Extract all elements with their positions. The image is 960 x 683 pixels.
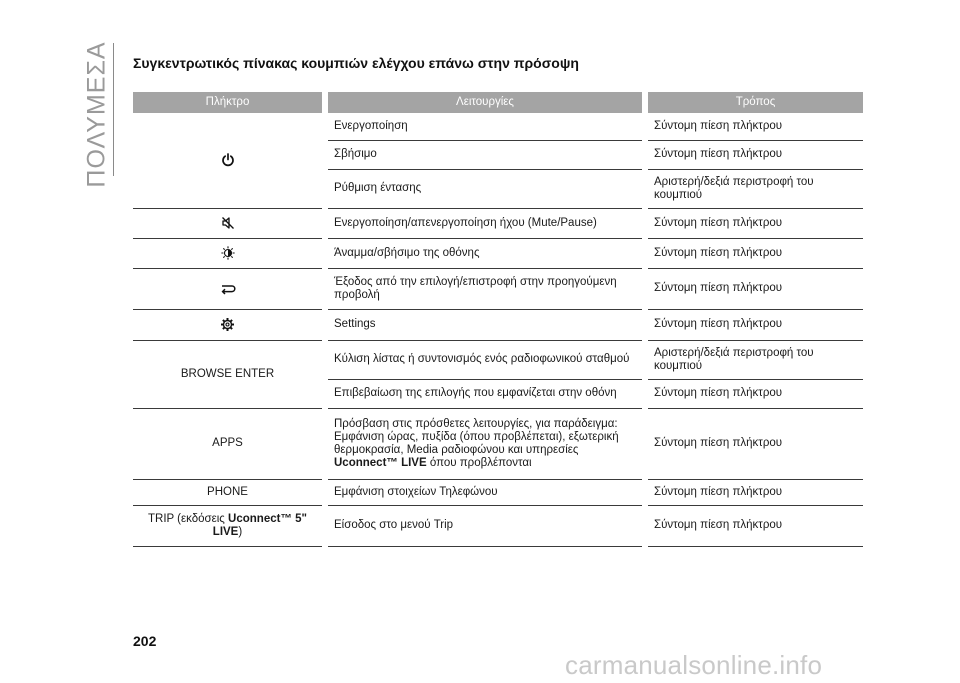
function-cell: Ρύθμιση έντασης xyxy=(328,169,642,208)
table-header-row xyxy=(133,92,863,113)
key-cell-apps: APPS xyxy=(133,408,322,479)
key-cell-trip xyxy=(133,505,322,546)
function-cell: Ενεργοποίηση/απενεργοποίηση ήχου (Mute/Pause) xyxy=(328,208,642,238)
mode-cell: Σύντομη πίεση πλήκτρου xyxy=(648,309,863,340)
table-row xyxy=(133,268,863,309)
trip-key-prefix: TRIP (εκδόσεις xyxy=(147,512,229,525)
controls-table xyxy=(133,92,863,547)
mode-cell: Σύντομη πίεση πλήκτρου xyxy=(648,479,863,505)
key-cell-power xyxy=(133,113,322,208)
function-cell: Settings xyxy=(328,309,642,340)
function-cell: Ενεργοποίηση xyxy=(328,113,642,140)
table-row xyxy=(133,208,863,238)
watermark: carmanualsonline.info xyxy=(565,650,823,680)
table-row xyxy=(133,113,863,140)
back-arrow-icon xyxy=(220,283,236,295)
mute-icon xyxy=(221,216,235,230)
table-row xyxy=(133,309,863,340)
key-cell-browse: BROWSE ENTER xyxy=(133,340,322,408)
function-cell: Άναμμα/σβήσιμο της οθόνης xyxy=(328,238,642,268)
key-cell-mute xyxy=(133,208,322,238)
page-number: 202 xyxy=(133,633,157,649)
mode-cell: Σύντομη πίεση πλήκτρου xyxy=(648,379,863,408)
key-cell-back xyxy=(133,268,322,309)
table-row xyxy=(133,340,863,379)
table-row xyxy=(133,479,863,505)
function-cell: Εμφάνιση στοιχείων Τηλεφώνου xyxy=(328,479,642,505)
uconnect-live-label: Uconnect™ LIVE xyxy=(334,456,427,469)
mode-cell: Σύντομη πίεση πλήκτρου xyxy=(648,268,863,309)
mode-cell: Σύντομη πίεση πλήκτρου xyxy=(648,505,863,546)
key-cell-screen xyxy=(133,238,322,268)
mode-cell: Σύντομη πίεση πλήκτρου xyxy=(648,208,863,238)
mode-cell: Αριστερή/δεξιά περιστροφή του κουμπιού xyxy=(648,340,863,379)
header-function: Λειτουργίες xyxy=(328,92,642,113)
settings-gear-icon xyxy=(220,317,235,332)
trip-key-bold: Uconnect™ 5" LIVE xyxy=(212,512,307,538)
mode-cell: Σύντομη πίεση πλήκτρου xyxy=(648,113,863,140)
table-row xyxy=(133,505,863,546)
table-row xyxy=(133,408,863,479)
apps-function-text: Πρόσβαση στις πρόσθετες λειτουργίες, για παράδειγμα: Εμφάνιση ώρας, πυξίδα (όπου προβλέπεται), εξωτερική θερμοκρασία, Media ραδιοφώνου και υπηρεσίες xyxy=(334,417,619,456)
function-cell xyxy=(328,408,642,479)
table-row xyxy=(133,238,863,268)
apps-function-tail: όπου προβλέπονται xyxy=(426,456,532,469)
chapter-divider xyxy=(113,43,114,176)
function-cell: Σβήσιμο xyxy=(328,140,642,169)
mode-cell: Σύντομη πίεση πλήκτρου xyxy=(648,408,863,479)
power-icon xyxy=(221,153,235,167)
key-cell-phone: PHONE xyxy=(133,479,322,505)
section-title: Συγκεντρωτικός πίνακας κουμπιών ελέγχου επάνω στην πρόσοψη xyxy=(133,55,579,71)
header-mode: Τρόπος xyxy=(648,92,863,113)
screen-brightness-icon xyxy=(221,246,235,260)
mode-cell: Αριστερή/δεξιά περιστροφή του κουμπιού xyxy=(648,169,863,208)
key-cell-settings xyxy=(133,309,322,340)
function-cell: Έξοδος από την επιλογή/επιστροφή στην προηγούμενη προβολή xyxy=(328,268,642,309)
header-key: Πλήκτρο xyxy=(133,92,322,113)
mode-cell: Σύντομη πίεση πλήκτρου xyxy=(648,238,863,268)
function-cell: Είσοδος στο μενού Trip xyxy=(328,505,642,546)
function-cell: Επιβεβαίωση της επιλογής που εμφανίζεται στην οθόνη xyxy=(328,379,642,408)
chapter-side-label: ΠΟΛΥΜΕΣΑ xyxy=(82,41,111,188)
mode-cell: Σύντομη πίεση πλήκτρου xyxy=(648,140,863,169)
function-cell: Κύλιση λίστας ή συντονισμός ενός ραδιοφωνικού σταθμού xyxy=(328,340,642,379)
trip-key-suffix: ) xyxy=(238,525,243,538)
